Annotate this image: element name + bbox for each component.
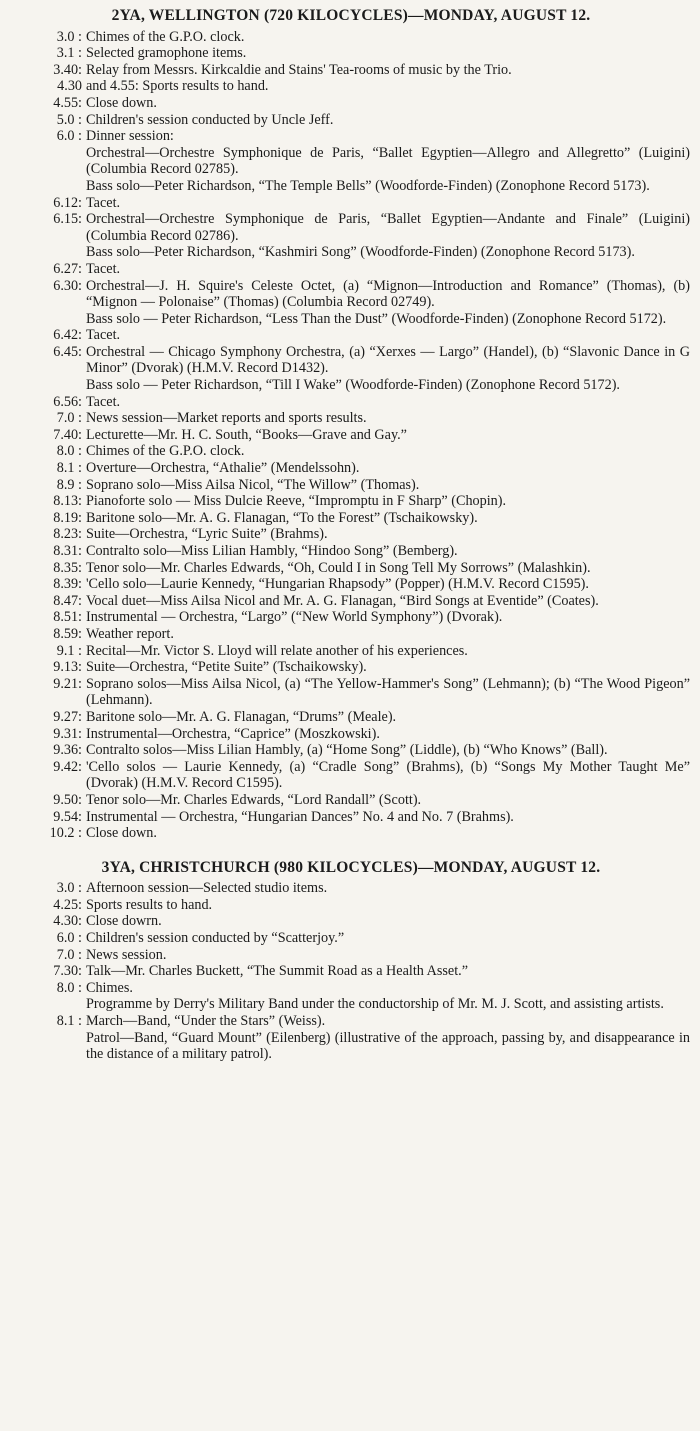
entry-time: 9.13: — [53, 659, 82, 676]
entry-time: 9.31: — [53, 725, 82, 742]
programme-entry — [12, 659, 690, 676]
entry-text: Contralto solo—Miss Lilian Hambly, “Hindoo Song” (Bemberg). — [86, 543, 458, 559]
entry-time: 6.15: — [53, 211, 82, 228]
entry-text: Instrumental—Orchestra, “Caprice” (Moszkowski). — [86, 725, 380, 742]
programme-entry — [12, 278, 690, 328]
entry-body — [86, 278, 690, 328]
entry-text: Orchestral — Chicago Symphony Orchestra, (a) “Xerxes — Largo” (Handel), (b) “Slavonic Dance in G Minor” (Dvorak) (H.M.V. Record D1432). — [86, 343, 690, 377]
entry-time: 9.1 : — [56, 642, 82, 659]
entry-text: March—Band, “Under the Stars” (Weiss). — [86, 1013, 326, 1030]
entry-body — [86, 947, 690, 964]
programme-entry — [12, 759, 690, 792]
entry-text: Children's session conducted by “Scatterjoy.” — [86, 930, 345, 947]
entry-time: 9.42: — [53, 758, 82, 775]
entry-text: Chimes. — [86, 979, 133, 996]
programme-entry — [12, 947, 690, 964]
entry-text: Instrumental — Orchestra, “Hungarian Dances” No. 4 and No. 7 (Brahms). — [86, 808, 514, 825]
entry-text: 'Cello solo—Laurie Kennedy, “Hungarian Rhapsody” (Popper) (H.M.V. Record C1595). — [86, 576, 589, 593]
programme-entry — [12, 510, 690, 527]
entry-body — [86, 659, 690, 676]
entry-body — [86, 742, 690, 759]
entry-body — [86, 576, 690, 593]
entry-text: Pianoforte solo — Miss Dulcie Reeve, “Impromptu in F Sharp” (Chopin). — [86, 493, 507, 510]
entry-time: 8.47: — [53, 592, 82, 609]
entry-body — [86, 560, 690, 577]
entry-text: Weather report. — [86, 625, 174, 642]
programme-entry — [12, 980, 690, 1013]
programme-entry — [12, 493, 690, 510]
programme-entry — [12, 709, 690, 726]
entry-time: 8.23: — [53, 526, 82, 543]
entry-body — [86, 427, 690, 444]
entry-time: 8.59: — [53, 625, 82, 642]
programme-entry — [12, 809, 690, 826]
entry-body — [86, 726, 690, 743]
entry-subitem: Programme by Derry's Military Band under the conductorship of Mr. M. J. Scott, and assisting artists. — [86, 996, 664, 1013]
entry-time: 9.50: — [53, 791, 82, 808]
programme-section — [12, 860, 690, 1063]
programme-entry — [12, 29, 690, 46]
entry-time: 6.27: — [53, 260, 82, 277]
entry-subitem: Bass solo—Peter Richardson, “Kashmiri Song” (Woodforde-Finden) (Zonophone Record 5173). — [86, 244, 635, 261]
entry-text: Relay from Messrs. Kirkcaldie and Stains' Tea-rooms of music by the Trio. — [86, 61, 512, 78]
entry-time: 8.0 : — [56, 979, 82, 996]
programme-entry — [12, 1013, 690, 1063]
entry-text: News session—Market reports and sports results. — [86, 410, 367, 427]
entry-body — [86, 526, 690, 543]
programme-entry — [12, 410, 690, 427]
entry-body — [86, 643, 690, 660]
entry-time: 7.30: — [53, 963, 82, 980]
entry-time: 6.12: — [53, 194, 82, 211]
entry-body — [86, 261, 690, 278]
programme-entry — [12, 526, 690, 543]
entry-time: 4.25: — [53, 896, 82, 913]
programme-entry — [12, 825, 690, 842]
entry-time: 6.45: — [53, 343, 82, 360]
programme-entry — [12, 195, 690, 212]
programme-entry — [12, 643, 690, 660]
entry-time: 7.0 : — [56, 410, 82, 427]
entry-time: 9.54: — [53, 808, 82, 825]
programme-entry — [12, 45, 690, 62]
programme-entry — [12, 626, 690, 643]
entry-body — [86, 593, 690, 610]
entry-subitem: Bass solo — Peter Richardson, “Till I Wake” (Woodforde-Finden) (Zonophone Record 5172). — [86, 377, 620, 394]
entry-time: 9.27: — [53, 708, 82, 725]
entry-text: Afternoon session—Selected studio items. — [86, 880, 328, 897]
entry-time: 6.30: — [53, 277, 82, 294]
entry-time: 8.35: — [53, 559, 82, 576]
programme-entry — [12, 128, 690, 194]
entry-time: 9.36: — [53, 742, 82, 759]
entry-body — [86, 930, 690, 947]
entry-body — [86, 211, 690, 261]
entry-text: Baritone solo—Mr. A. G. Flanagan, “Drums” (Meale). — [86, 708, 397, 725]
entry-time: 3.40: — [53, 61, 82, 78]
programme-entry — [12, 930, 690, 947]
entry-subitem: Patrol—Band, “Guard Mount” (Eilenberg) (illustrative of the approach, passing by, and disappearance in the distance of a military patrol). — [86, 1029, 690, 1063]
entry-time: 6.42: — [53, 327, 82, 344]
entry-text: Tacet. — [86, 260, 121, 277]
programme-entry — [12, 327, 690, 344]
entry-body — [86, 963, 690, 980]
entry-text: Contralto solos—Miss Lilian Hambly, (a) “Home Song” (Liddle), (b) “Who Knows” (Ball). — [86, 742, 608, 759]
entry-time: 3.0 : — [56, 880, 82, 897]
entry-body — [86, 792, 690, 809]
entry-time: 8.1 : — [56, 460, 82, 477]
entry-time: 6.0 : — [56, 128, 82, 145]
entry-body — [86, 1013, 690, 1063]
entry-body — [86, 128, 690, 194]
entry-text: Tacet. — [86, 194, 121, 211]
entry-text: Vocal duet—Miss Ailsa Nicol and Mr. A. G. Flanagan, “Bird Songs at Eventide” (Coates). — [86, 592, 599, 609]
entry-body — [86, 626, 690, 643]
entry-body — [86, 980, 690, 1013]
programme-entry — [12, 261, 690, 278]
entry-body — [86, 477, 690, 494]
programme-entry — [12, 477, 690, 494]
entry-text: Orchestral—J. H. Squire's Celeste Octet, (a) “Mignon—Introduction and Romance” (Thomas), (b) “Mignon — Polonaise” (Thomas) (Columbia Record 02749). — [86, 277, 690, 311]
programme-entry — [12, 394, 690, 411]
programme-entry — [12, 443, 690, 460]
entry-subitem: Bass solo — Peter Richardson, “Less Than the Dust” (Woodforde-Finden) (Zonophone Record 5172). — [86, 310, 667, 327]
entry-body — [86, 510, 690, 527]
programme-entry — [12, 62, 690, 79]
entry-text: Chimes of the G.P.O. clock. — [86, 28, 245, 45]
entry-text: Instrumental — Orchestra, “Largo” (“New World Symphony”) (Dvorak). — [86, 609, 503, 626]
entry-text: and 4.55: Sports results to hand. — [86, 78, 269, 95]
programme-entry — [12, 880, 690, 897]
entry-text: Orchestral—Orchestre Symphonique de Paris, “Ballet Egyptien—Andante and Finale” (Luigini) (Columbia Record 02786). — [86, 211, 690, 244]
entry-text: Children's session conducted by Uncle Jeff. — [86, 111, 334, 128]
entry-text: Tacet. — [86, 393, 121, 410]
entry-time: 7.40: — [53, 426, 82, 443]
programme-entry — [12, 560, 690, 577]
programme-section — [12, 8, 690, 842]
entry-time: 5.0 : — [56, 111, 82, 128]
entry-time: 8.51: — [53, 609, 82, 626]
programme-entry — [12, 112, 690, 129]
programme-entry — [12, 792, 690, 809]
entry-time: 8.9 : — [56, 476, 82, 493]
entry-text: 'Cello solos — Laurie Kennedy, (a) “Cradle Song” (Brahms), (b) “Songs My Mother Taught Me” (Dvorak) (H.M.V. Record C1595). — [86, 758, 690, 792]
entry-text: Selected gramophone items. — [86, 45, 247, 62]
entry-time: 9.21: — [53, 675, 82, 692]
entry-text: Soprano solo—Miss Ailsa Nicol, “The Willow” (Thomas). — [86, 476, 420, 493]
entry-text: Chimes of the G.P.O. clock. — [86, 443, 245, 460]
programme-entry — [12, 913, 690, 930]
entry-text: Close dowrn. — [86, 913, 162, 930]
entry-text: Soprano solos—Miss Ailsa Nicol, (a) “The Yellow-Hammer's Song” (Lehmann); (b) “The Wood Pigeon” (Lehmann). — [86, 675, 690, 709]
entry-text: Suite—Orchestra, “Lyric Suite” (Brahms). — [86, 526, 328, 543]
entry-time: 6.0 : — [56, 930, 82, 947]
entry-body — [86, 195, 690, 212]
programme-entry — [12, 676, 690, 709]
entry-time: 6.56: — [53, 393, 82, 410]
entry-text: Close down. — [86, 94, 157, 111]
entry-body — [86, 709, 690, 726]
entry-body — [86, 759, 690, 792]
entry-body — [86, 825, 690, 842]
entry-text: Dinner session: — [86, 128, 174, 145]
entry-time: 8.19: — [53, 509, 82, 526]
entry-time: 10.2 : — [49, 825, 82, 842]
entry-time: 4.55: — [53, 94, 82, 111]
entry-body — [86, 29, 690, 46]
programme-entry — [12, 742, 690, 759]
entry-text: Tacet. — [86, 327, 121, 344]
entry-body — [86, 493, 690, 510]
entry-body — [86, 327, 690, 344]
programme-entry — [12, 726, 690, 743]
entry-body — [86, 460, 690, 477]
programme-entry — [12, 593, 690, 610]
programme-entry — [12, 897, 690, 914]
programme-entry — [12, 344, 690, 394]
entry-body — [86, 95, 690, 112]
programme-entry — [12, 963, 690, 980]
entry-time: 8.31: — [53, 543, 82, 559]
entry-text: Tenor solo—Mr. Charles Edwards, “Oh, Could I in Song Tell My Sorrows” (Malashkin). — [86, 559, 591, 576]
entry-body — [86, 609, 690, 626]
programme-entry — [12, 576, 690, 593]
entry-text: Close down. — [86, 825, 157, 842]
entry-time: 8.0 : — [56, 443, 82, 460]
entry-text: Suite—Orchestra, “Petite Suite” (Tschaikowsky). — [86, 659, 367, 676]
entry-body — [86, 394, 690, 411]
programme-entry — [12, 460, 690, 477]
entry-body — [86, 344, 690, 394]
entry-time: 8.13: — [53, 493, 82, 510]
entry-subitem: Orchestral—Orchestre Symphonique de Paris, “Ballet Egyptien—Allegro and Allegretto” (Luigini) (Columbia Record 02785). — [86, 144, 690, 178]
entry-text: Sports results to hand. — [86, 896, 213, 913]
entry-body — [86, 443, 690, 460]
entry-body — [86, 410, 690, 427]
entry-time: 4.30: — [53, 913, 82, 930]
programme-entry — [12, 95, 690, 112]
entry-time: 8.39: — [53, 576, 82, 593]
entry-body — [86, 880, 690, 897]
entry-time: 8.1 : — [56, 1013, 82, 1030]
entry-time: 3.0 : — [56, 28, 82, 45]
entry-text: News session. — [86, 946, 167, 963]
entry-body — [86, 45, 690, 62]
section-title: 3YA, CHRISTCHURCH (980 KILOCYCLES)—MONDAY, AUGUST 12. — [101, 858, 601, 876]
entry-body — [86, 62, 690, 79]
entry-text: Recital—Mr. Victor S. Lloyd will relate another of his experiences. — [86, 642, 468, 659]
entry-text: Tenor solo—Mr. Charles Edwards, “Lord Randall” (Scott). — [86, 791, 422, 808]
entry-text: Lecturette—Mr. H. C. South, “Books—Grave and Gay.” — [86, 426, 407, 443]
entry-time: 7.0 : — [56, 946, 82, 963]
entry-body — [86, 676, 690, 709]
entry-text: Overture—Orchestra, “Athalie” (Mendelssohn). — [86, 460, 360, 477]
entry-subitem: Bass solo—Peter Richardson, “The Temple Bells” (Woodforde-Finden) (Zonophone Record 5173). — [86, 177, 650, 194]
programme-entry — [12, 427, 690, 444]
entry-time: 4.30 — [57, 78, 82, 95]
entry-body — [86, 809, 690, 826]
programme-entry — [12, 78, 690, 95]
entry-text: Talk—Mr. Charles Buckett, “The Summit Road as a Health Asset.” — [86, 963, 468, 980]
entry-body — [86, 913, 690, 930]
programme-entry — [12, 609, 690, 626]
entry-body — [86, 543, 690, 560]
entry-body — [86, 897, 690, 914]
entry-text: Baritone solo—Mr. A. G. Flanagan, “To the Forest” (Tschaikowsky). — [86, 509, 478, 526]
entry-time: 3.1 : — [56, 45, 82, 62]
programme-entry — [12, 543, 690, 560]
section-title: 2YA, WELLINGTON (720 KILOCYCLES)—MONDAY, AUGUST 12. — [111, 7, 591, 24]
entry-body — [86, 112, 690, 129]
entry-body — [86, 78, 690, 95]
programme-entry — [12, 211, 690, 261]
